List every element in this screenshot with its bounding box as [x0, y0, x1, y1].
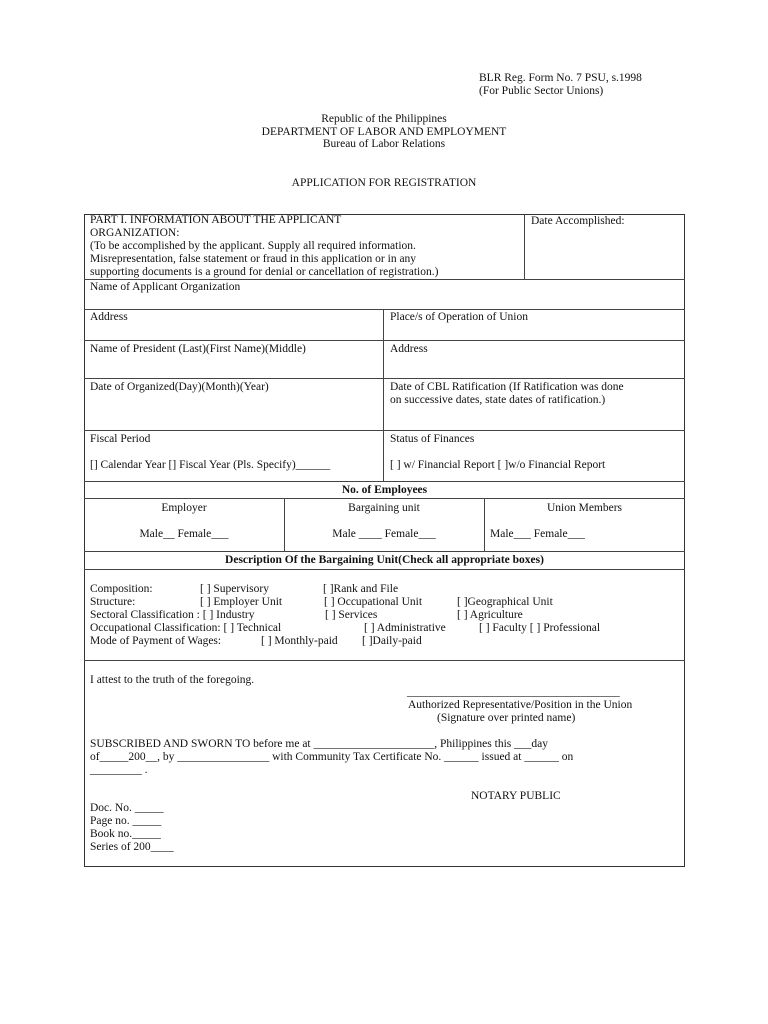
- president-address-field[interactable]: Address: [390, 343, 428, 355]
- row-divider: [84, 378, 685, 379]
- geographical-unit-checkbox[interactable]: [ ]Geographical Unit: [457, 596, 553, 608]
- row-divider: [84, 569, 685, 570]
- union-gender-field[interactable]: Male___ Female___: [490, 528, 585, 540]
- row-divider: [84, 660, 685, 661]
- row-divider: [84, 340, 685, 341]
- part1-title-cont: ORGANIZATION:: [90, 227, 180, 239]
- supervisory-checkbox[interactable]: [ ] Supervisory: [200, 583, 269, 595]
- fiscal-period-options[interactable]: [] Calendar Year [] Fiscal Year (Pls. Specify)______: [90, 459, 331, 471]
- form-scope: (For Public Sector Unions): [479, 85, 604, 97]
- sworn-statement: of_____200__, by ________________ with Community Tax Certificate No. ______ issued at ______ on: [90, 751, 574, 763]
- series-field[interactable]: Series of 200____: [90, 841, 174, 853]
- places-of-operation-field[interactable]: Place/s of Operation of Union: [390, 311, 528, 323]
- bargaining-gender-field[interactable]: Male ____ Female___: [332, 528, 436, 540]
- fiscal-period-label: Fiscal Period: [90, 433, 151, 445]
- rank-and-file-checkbox[interactable]: [ ]Rank and File: [323, 583, 399, 595]
- employer-label: Employer: [161, 502, 207, 514]
- employer-unit-checkbox[interactable]: [ ] Employer Unit: [200, 596, 283, 608]
- union-members-label: Union Members: [546, 502, 623, 514]
- book-no-field[interactable]: Book no._____: [90, 828, 161, 840]
- cbl-ratification-note: on successive dates, state dates of ratification.): [390, 394, 606, 406]
- row-divider: [84, 309, 685, 310]
- structure-label: Structure:: [90, 596, 136, 608]
- part1-note: Misrepresentation, false statement or fraud in this application or in any: [90, 253, 417, 265]
- president-name-field[interactable]: Name of President (Last)(First Name)(Middle): [90, 343, 306, 355]
- services-checkbox[interactable]: [ ] Services: [325, 609, 378, 621]
- bureau-label: Bureau of Labor Relations: [322, 138, 446, 150]
- bargaining-unit-label: Bargaining unit: [348, 502, 420, 514]
- notary-public-label: NOTARY PUBLIC: [471, 790, 561, 802]
- attestation-text: I attest to the truth of the foregoing.: [90, 674, 255, 686]
- row-divider: [84, 279, 685, 280]
- part1-note: (To be accomplished by the applicant. Supply all required information.: [90, 240, 416, 252]
- daily-paid-checkbox[interactable]: [ ]Daily-paid: [362, 635, 422, 647]
- column-divider: [524, 214, 525, 279]
- wages-label: Mode of Payment of Wages:: [90, 635, 222, 647]
- signature-line[interactable]: _____________________________________: [407, 686, 620, 698]
- date-organized-field[interactable]: Date of Organized(Day)(Month)(Year): [90, 381, 269, 393]
- part1-title: PART I. INFORMATION ABOUT THE APPLICANT: [90, 214, 342, 226]
- monthly-paid-checkbox[interactable]: [ ] Monthly-paid: [261, 635, 338, 647]
- part1-note: supporting documents is a ground for denial or cancellation of registration.): [90, 266, 439, 278]
- doc-no-field[interactable]: Doc. No. _____: [90, 802, 164, 814]
- row-divider: [84, 481, 685, 482]
- department-label: DEPARTMENT OF LABOR AND EMPLOYMENT: [261, 126, 507, 138]
- authorized-representative-label: Authorized Representative/Position in the Union: [408, 699, 633, 711]
- form-number: BLR Reg. Form No. 7 PSU, s.1998: [479, 72, 642, 84]
- date-accomplished-field[interactable]: Date Accomplished:: [531, 215, 625, 227]
- employer-gender-field[interactable]: Male__ Female___: [139, 528, 229, 540]
- page-no-field[interactable]: Page no. _____: [90, 815, 162, 827]
- sworn-statement: SUBSCRIBED AND SWORN TO before me at _____________________, Philippines this ___day: [90, 738, 548, 750]
- applicant-organization-field[interactable]: Name of Applicant Organization: [90, 281, 241, 293]
- sworn-statement: _________ .: [90, 764, 148, 776]
- republic-label: Republic of the Philippines: [321, 113, 447, 125]
- status-finances-label: Status of Finances: [390, 433, 475, 445]
- page-title: APPLICATION FOR REGISTRATION: [291, 177, 477, 189]
- administrative-checkbox[interactable]: [ ] Administrative: [364, 622, 446, 634]
- address-field[interactable]: Address: [90, 311, 128, 323]
- row-divider: [84, 551, 685, 552]
- employees-heading: No. of Employees: [341, 484, 428, 496]
- row-divider: [84, 498, 685, 499]
- faculty-professional-checkbox[interactable]: [ ] Faculty [ ] Professional: [479, 622, 601, 634]
- agriculture-checkbox[interactable]: [ ] Agriculture: [457, 609, 523, 621]
- bargaining-description-heading: Description Of the Bargaining Unit(Check all appropriate boxes): [225, 554, 544, 566]
- signature-note: (Signature over printed name): [437, 712, 576, 724]
- column-divider: [383, 309, 384, 481]
- composition-label: Composition:: [90, 583, 153, 595]
- finance-report-options[interactable]: [ ] w/ Financial Report [ ]w/o Financial Report: [390, 459, 606, 471]
- industry-checkbox[interactable]: Sectoral Classification : [ ] Industry: [90, 609, 255, 621]
- cbl-ratification-field[interactable]: Date of CBL Ratification (If Ratification was done: [390, 381, 624, 393]
- row-divider: [84, 430, 685, 431]
- occupational-unit-checkbox[interactable]: [ ] Occupational Unit: [324, 596, 423, 608]
- form-number-block: [479, 72, 699, 98]
- technical-checkbox[interactable]: Occupational Classification: [ ] Technical: [90, 622, 282, 634]
